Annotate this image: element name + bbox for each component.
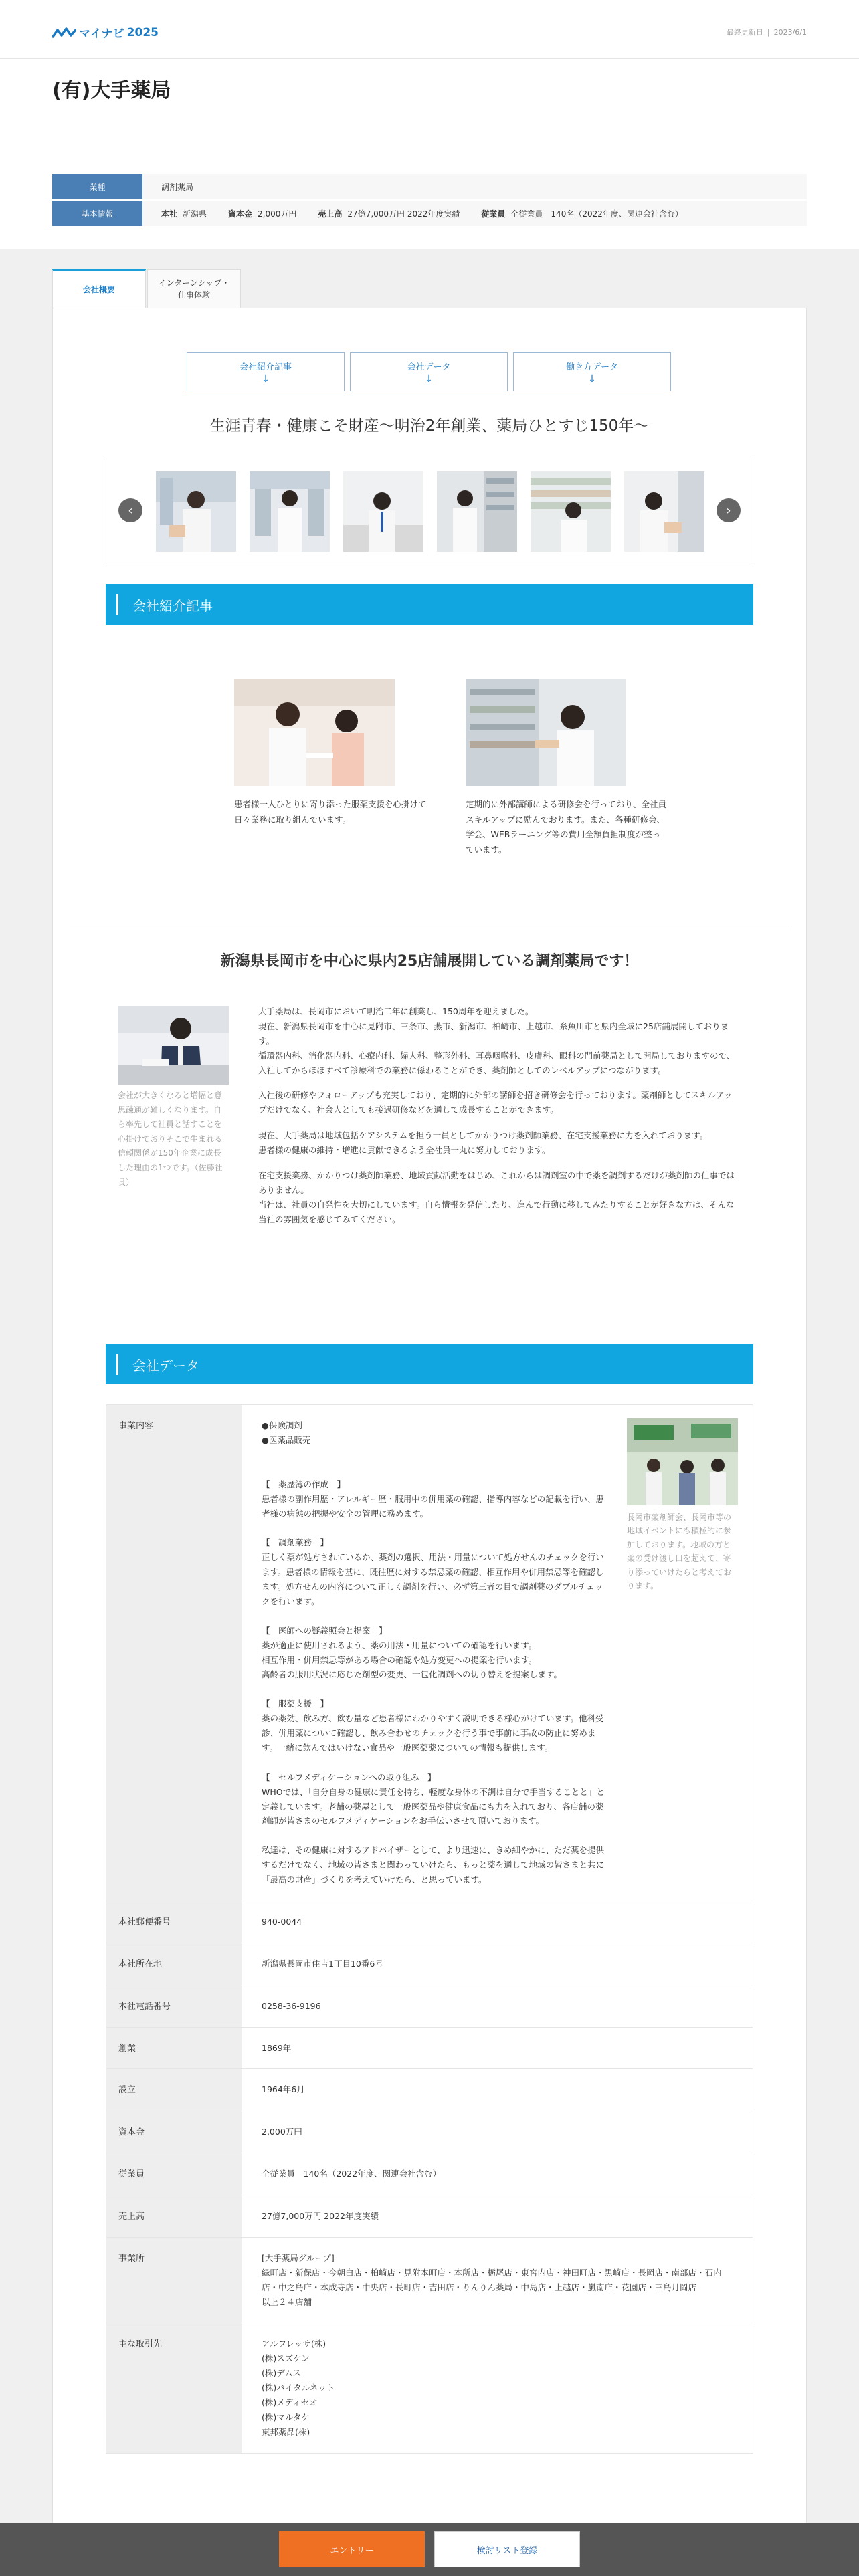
business-line: 正しく薬が処方されているか、薬剤の選択、用法・用量について処方せんのチェックを行います。患者様の情報を基に、既往歴に対する禁忌薬の確認、相互作用や併用禁忌等を確認します。処方せんの内容について正しく調剤を行い、必ず第三者の目で調剤薬のダブルチェックを行います。	[262, 1552, 604, 1606]
row-value: 0258-36-9196	[262, 2000, 321, 2011]
business-line: 【 セルフメディケーションへの取り組み 】	[262, 1772, 436, 1782]
row-label: 設立	[106, 2069, 242, 2111]
company-data-table	[106, 1404, 753, 2454]
row-value: 27億7,000万円 2022年度実績	[262, 2211, 379, 2221]
row-label: 本社所在地	[106, 1943, 242, 1985]
business-line: 【 医師への疑義照会と提案 】	[262, 1625, 387, 1636]
business-photo	[627, 1418, 738, 1505]
article-photo	[466, 679, 626, 786]
tab-label: 会社概要	[82, 284, 115, 294]
president-photo	[118, 1006, 229, 1085]
business-line: 【 服薬支援 】	[262, 1699, 329, 1709]
row-label: 事業所	[106, 2238, 242, 2323]
table-row	[106, 2069, 753, 2111]
table-row	[106, 2238, 753, 2324]
industry-value	[142, 174, 807, 199]
business-line	[262, 1609, 609, 1624]
table-row	[106, 1943, 753, 1985]
gallery-photo[interactable]	[250, 471, 330, 552]
arrow-down-icon: ↓	[262, 373, 270, 385]
table-row	[106, 2195, 753, 2238]
business-line	[262, 1755, 609, 1770]
body-paragraph: 入社後の研修やフォローアップも充実しており、定期的に外部の講師を招き研修会を行っております。薬剤師としてスキルアップだけでなく、社会人としても接遇研修などを通して成長することができます。	[258, 1090, 733, 1115]
jump-label: 働き方データ	[565, 362, 618, 372]
industry-text: 調剤薬局	[161, 182, 194, 192]
row-value: 新潟県長岡市住吉1丁目10番6号	[262, 1958, 383, 1969]
row-value: 940-0044	[262, 1916, 302, 1927]
business-line: 私達は、その健康に対するアドバイザーとして、より迅速に、きめ細やかに、ただ薬を提供するだけでなく、地域の皆さまと関わっていけたら、もっと薬を通して地域の皆さまと共に「最高の財産」づくりを考えていけたら、と思っています。	[262, 1845, 605, 1885]
sales-key: 売上高	[318, 209, 343, 219]
business-line	[262, 1463, 609, 1477]
tab-internship[interactable]	[147, 269, 241, 308]
business-line: 相互作用・併用禁忌等がある場合の確認や処方変更への提案を行います。	[262, 1654, 537, 1665]
table-row	[106, 1405, 753, 1901]
business-line	[262, 1448, 609, 1463]
gallery-photo[interactable]	[156, 471, 236, 552]
row-value: アルフレッサ(株) (株)スズケン (株)デムス (株)バイタルネット (株)メディセオ (株)マルタケ 東邦薬品(株)	[262, 2339, 335, 2437]
tab-label-2: 仕事体験	[177, 290, 210, 300]
basic-value	[142, 201, 807, 226]
business-line: 高齢者の服用状況に応じた剤型の変更、一包化調剤への切り替えを提案します。	[262, 1669, 563, 1680]
jump-work-style-data[interactable]	[513, 352, 671, 391]
row-value: 全従業員 140名（2022年度、関連会社含む）	[262, 2169, 442, 2179]
table-row	[106, 1901, 753, 1943]
brand-name: マイナビ	[79, 27, 124, 41]
table-row	[106, 2028, 753, 2070]
basic-label: 基本情報	[52, 201, 142, 226]
updated-label: 最終更新日	[726, 28, 763, 37]
arrow-down-icon: ↓	[588, 373, 596, 385]
row-label: 創業	[106, 2028, 242, 2069]
tab-label: インターンシップ・	[158, 278, 230, 288]
row-label: 本社郵便番号	[106, 1901, 242, 1943]
business-line: ●医薬品販売	[262, 1434, 311, 1445]
jump-company-article[interactable]	[187, 352, 345, 391]
photo-gallery	[106, 459, 753, 564]
hq-value: 新潟県	[183, 209, 207, 219]
article-caption: 定期的に外部講師による研修会を行っており、全社員スキルアップに励んでおります。また、各種研修会、学会、WEBラーニング等の費用全額負担制度が整っています。	[466, 799, 667, 855]
row-value	[242, 1405, 758, 1901]
last-updated: 最終更新日 | 2023/6/1	[726, 28, 807, 37]
logo-mark-icon	[52, 27, 76, 38]
gallery-photo[interactable]	[343, 471, 423, 552]
capital-key: 資本金	[228, 209, 253, 219]
president-caption: 会社が大きくなると増幅と意思疎通が難しくなります。自ら率先して社員と話すことを心掛けておりそこで生まれる信頼関係が150年企業に成長した理由の1つです。（佐藤社長）	[118, 1091, 223, 1187]
table-row	[106, 2323, 753, 2453]
basic-info	[52, 174, 807, 227]
gallery-prev-button[interactable]: ‹	[118, 498, 142, 522]
gallery-next-button[interactable]: ›	[717, 498, 741, 522]
section-heading-company-article: 会社紹介記事	[106, 584, 753, 625]
body-paragraph: 現在、大手薬局は地域包括ケアシステムを担う一員としてかかりつけ薬剤師業務、在宅支援業務に力を入れております。 患者様の健康の維持・増進に貢献できるよう全社員一丸に努力しております。	[258, 1130, 708, 1155]
business-line: 薬の薬効、飲み方、飲む量など患者様にわかりやすく説明できる様心がけています。他科受診、併用薬について確認し、飲み合わせのチェックを行う事で事前に事故の防止に努めます。一緒に飲んではいけない食品や一般医薬薬についての情報も提供します。	[262, 1713, 604, 1753]
business-line: WHOでは、「自分自身の健康に責任を持ち、軽度な身体の不調は自分で手当することと」と定義しています。老舗の薬屋として一般医薬品や健康食品にも力を入れており、各店舗の薬剤師が皆さまのセルフメディケーションをお手伝いさせて頂いております。	[262, 1786, 605, 1826]
body-paragraph: 大手薬局は、長岡市において明治二年に創業し、150周年を迎えました。 現在、新潟県長岡市を中心に見附市、三条市、燕市、新潟市、柏崎市、上越市、糸魚川市と県内全域に25店舗展開しております。 循環器内科、消化器内科、心療内科、婦人科、整形外科、耳鼻咽喉科、皮膚科、眼科の門前薬局として開局しておりますので、入社してからほぼすべて診療科での業務に係わることができ、薬剤師としてのレベルアップにつながります。	[258, 1006, 735, 1075]
gallery-photo[interactable]	[437, 471, 517, 552]
industry-label: 業種	[52, 174, 142, 199]
catch-copy: 生涯青春・健康こそ財産〜明治2年創業、薬局ひとすじ150年〜	[209, 417, 650, 435]
industry-row	[52, 174, 807, 199]
arrow-down-icon: ↓	[425, 373, 433, 385]
entry-button[interactable]: エントリー	[279, 2531, 425, 2567]
employees-key: 従業員	[481, 209, 506, 219]
jump-label: 会社データ	[407, 362, 451, 372]
table-row	[106, 1985, 753, 2028]
business-line: ●保険調剤	[262, 1420, 302, 1430]
row-label: 資本金	[106, 2111, 242, 2153]
brand-year: 2025	[126, 25, 159, 39]
tab-company-overview[interactable]	[52, 269, 146, 308]
employees-value: 全従業員 140名（2022年度、関連会社含む）	[510, 209, 683, 219]
jump-label: 会社紹介記事	[239, 362, 292, 372]
article-body	[258, 1004, 740, 1237]
page-tabs	[52, 269, 241, 308]
updated-value: 2023/6/1	[773, 28, 807, 37]
row-label: 事業内容	[106, 1405, 242, 1901]
section-heading-company-data: 会社データ	[106, 1344, 753, 1384]
business-line: 薬が適正に使用されるよう、薬の用法・用量についての確認を行います。	[262, 1640, 537, 1650]
company-name: (有)大手薬局	[52, 79, 171, 102]
business-line: 患者様の副作用歴・アレルギー歴・服用中の併用薬の確認、指導内容などの記載を行い、患者様の病態の把握や安全の管理に務めます。	[262, 1493, 604, 1519]
article-photo	[234, 679, 395, 786]
article-caption: 患者様一人ひとりに寄り添った服薬支援を心掛けて日々業務に取り組んでいます。	[234, 799, 427, 825]
add-to-list-button[interactable]: 検討リスト登録	[434, 2531, 580, 2567]
business-photo-caption: 長岡市薬剤師会、長岡市等の地域イベントにも積極的に参加しております。地域の方と薬の受け渡し口を超えて、寄り添っていけたらと考えております。	[627, 1513, 732, 1590]
business-line	[262, 1521, 609, 1535]
row-value: 1964年6月	[262, 2084, 305, 2095]
article-item	[234, 679, 435, 827]
row-value: 2,000万円	[262, 2127, 302, 2137]
row-value: [大手薬局グループ] 緑町店・新保店・今朝白店・柏崎店・見附本町店・本所店・栃尾店・東宮内店・神田町店・黒崎店・長岡店・南部店・石内店・中之島店・本成寺店・中央店・長町店・吉田店・りんりん薬局・中島店・上越店・嵐南店・花園店・三島月岡店 以上２４店舗	[262, 2252, 722, 2307]
basic-row	[52, 201, 807, 226]
gallery-photo[interactable]	[531, 471, 611, 552]
business-line	[262, 1828, 609, 1843]
business-line	[262, 1682, 609, 1697]
gallery-photo[interactable]	[624, 471, 704, 552]
table-row	[106, 2111, 753, 2153]
row-label: 従業員	[106, 2153, 242, 2195]
business-line: 【 調剤業務 】	[262, 1537, 329, 1548]
table-row	[106, 2153, 753, 2195]
article-headline: 新潟県長岡市を中心に県内25店舗展開している調剤薬局です！	[220, 953, 639, 970]
article-item	[466, 679, 666, 857]
jump-links	[187, 352, 676, 391]
site-header	[0, 0, 859, 59]
footer-action-bar	[0, 2523, 859, 2576]
capital-value: 2,000万円	[258, 209, 297, 219]
sales-value: 27億7,000万円 2022年度実績	[347, 209, 460, 219]
jump-company-data[interactable]	[350, 352, 508, 391]
hq-key: 本社	[161, 209, 178, 219]
row-label: 本社電話番号	[106, 1985, 242, 2027]
site-logo[interactable]	[52, 24, 159, 41]
row-value: 1869年	[262, 2042, 292, 2053]
business-line: 【 薬歴簿の作成 】	[262, 1479, 346, 1489]
body-paragraph: 在宅支援業務、かかりつけ薬剤師業務、地域貢献活動をはじめ、これからは調剤室の中で薬を調剤するだけが薬剤師の仕事ではありません。 当社は、社員の自発性を大切にしています。自ら情報を発信したり、進んで行動に移してみたりすることが好きな方は、そんな当社の雰囲気を感じてみてください。	[258, 1170, 735, 1224]
row-label: 売上高	[106, 2195, 242, 2237]
business-description	[262, 1418, 609, 1887]
row-label: 主な取引先	[106, 2323, 242, 2452]
